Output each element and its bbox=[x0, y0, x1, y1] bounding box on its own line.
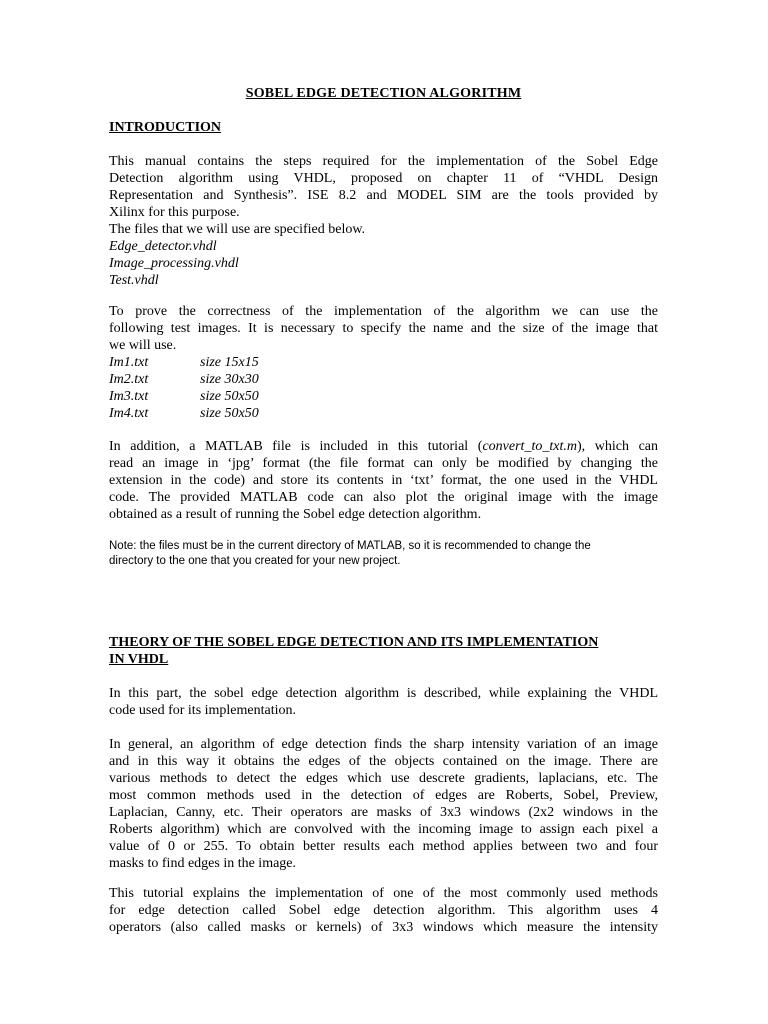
image-name: Im1.txt bbox=[109, 355, 149, 370]
text-line: code. The provided MATLAB code can also plot the original image with the image bbox=[109, 490, 658, 505]
image-name: Im2.txt bbox=[109, 372, 149, 387]
tutorial-paragraph bbox=[109, 885, 658, 936]
text-line: Xilinx for this purpose. bbox=[109, 205, 240, 220]
text-line: code used for its implementation. bbox=[109, 703, 297, 718]
image-list-item bbox=[109, 405, 658, 422]
text-line: following test images. It is necessary to specify the name and the size of the image that bbox=[109, 321, 658, 336]
text-line: In general, an algorithm of edge detection finds the sharp intensity variation of an image bbox=[109, 737, 658, 752]
text-line: This tutorial explains the implementation of one of the most commonly used methods bbox=[109, 886, 658, 901]
text-line: Detection algorithm using VHDL, proposed on chapter 11 of “VHDL Design bbox=[109, 171, 658, 186]
text-line: extension in the code) and store its contents in ‘txt’ format, the one used in the VHDL bbox=[109, 473, 658, 488]
text-line: obtained as a result of running the Sobel edge detection algorithm. bbox=[109, 507, 482, 522]
text-line bbox=[109, 438, 658, 455]
heading-line: THEORY OF THE SOBEL EDGE DETECTION AND ITS IMPLEMENTATION bbox=[109, 635, 599, 650]
text-line: for edge detection called Sobel edge detection algorithm. This algorithm uses 4 bbox=[109, 903, 658, 918]
matlab-filename: convert_to_txt.m bbox=[482, 439, 577, 454]
image-size: size 15x15 bbox=[200, 355, 259, 370]
file-name: Test.vhdl bbox=[109, 273, 159, 288]
text-line: value of 0 or 255. To obtain better results each method applies between two and four bbox=[109, 839, 658, 854]
note-line: directory to the one that you created for your new project. bbox=[109, 555, 401, 567]
text-line: most common methods used in the detection of edges are Roberts, Sobel, Preview, bbox=[109, 788, 658, 803]
image-size: size 50x50 bbox=[200, 406, 259, 421]
text-line: Roberts algorithm) which are convolved with the incoming image to assign each pixel a bbox=[109, 822, 658, 837]
image-name: Im4.txt bbox=[109, 406, 149, 421]
text-line: This manual contains the steps required for the implementation of the Sobel Edge bbox=[109, 154, 658, 169]
text-line: read an image in ‘jpg’ format (the file format can only be modified by changing the bbox=[109, 456, 658, 471]
image-name: Im3.txt bbox=[109, 389, 149, 404]
note-line: Note: the files must be in the current directory of MATLAB, so it is recommended to change the bbox=[109, 540, 591, 552]
text-line: operators (also called masks or kernels) of 3x3 windows which measure the intensity bbox=[109, 920, 658, 935]
general-paragraph bbox=[109, 736, 658, 872]
text-line: we will use. bbox=[109, 338, 177, 353]
text-line: Laplacian, Canny, etc. Their operators are masks of 3x3 windows (2x2 windows in the bbox=[109, 805, 658, 820]
image-size: size 30x30 bbox=[200, 372, 259, 387]
matlab-paragraph bbox=[109, 438, 658, 523]
document-title: SOBEL EDGE DETECTION ALGORITHM bbox=[245, 86, 522, 101]
theory-heading bbox=[109, 634, 658, 668]
text-fragment: In addition, a MATLAB file is included in this tutorial ( bbox=[109, 439, 483, 454]
file-name: Edge_detector.vhdl bbox=[109, 239, 217, 254]
image-list-item bbox=[109, 354, 658, 371]
files-intro: The files that we will use are specified below. bbox=[109, 222, 366, 237]
image-size: size 50x50 bbox=[200, 389, 259, 404]
text-line: To prove the correctness of the implementation of the algorithm we can use the bbox=[109, 304, 658, 319]
image-list-item bbox=[109, 371, 658, 388]
note bbox=[109, 539, 658, 569]
text-line: various methods to detect the edges which use descrete gradients, laplacians, etc. The bbox=[109, 771, 658, 786]
text-line: Representation and Synthesis”. ISE 8.2 and MODEL SIM are the tools provided by bbox=[109, 188, 658, 203]
text-fragment: ), which can bbox=[576, 439, 659, 454]
text-line: and in this way it obtains the edges of the objects contained on the image. There are bbox=[109, 754, 658, 769]
text-line: masks to find edges in the image. bbox=[109, 856, 297, 871]
intro-heading: INTRODUCTION bbox=[109, 120, 222, 135]
theory-intro-paragraph bbox=[109, 685, 658, 719]
test-images-paragraph bbox=[109, 303, 658, 422]
intro-paragraph bbox=[109, 153, 658, 289]
heading-line: IN VHDL bbox=[109, 652, 169, 667]
image-list-item bbox=[109, 388, 658, 405]
text-line: In this part, the sobel edge detection algorithm is described, while explaining the VHDL bbox=[109, 686, 658, 701]
file-name: Image_processing.vhdl bbox=[109, 256, 239, 271]
